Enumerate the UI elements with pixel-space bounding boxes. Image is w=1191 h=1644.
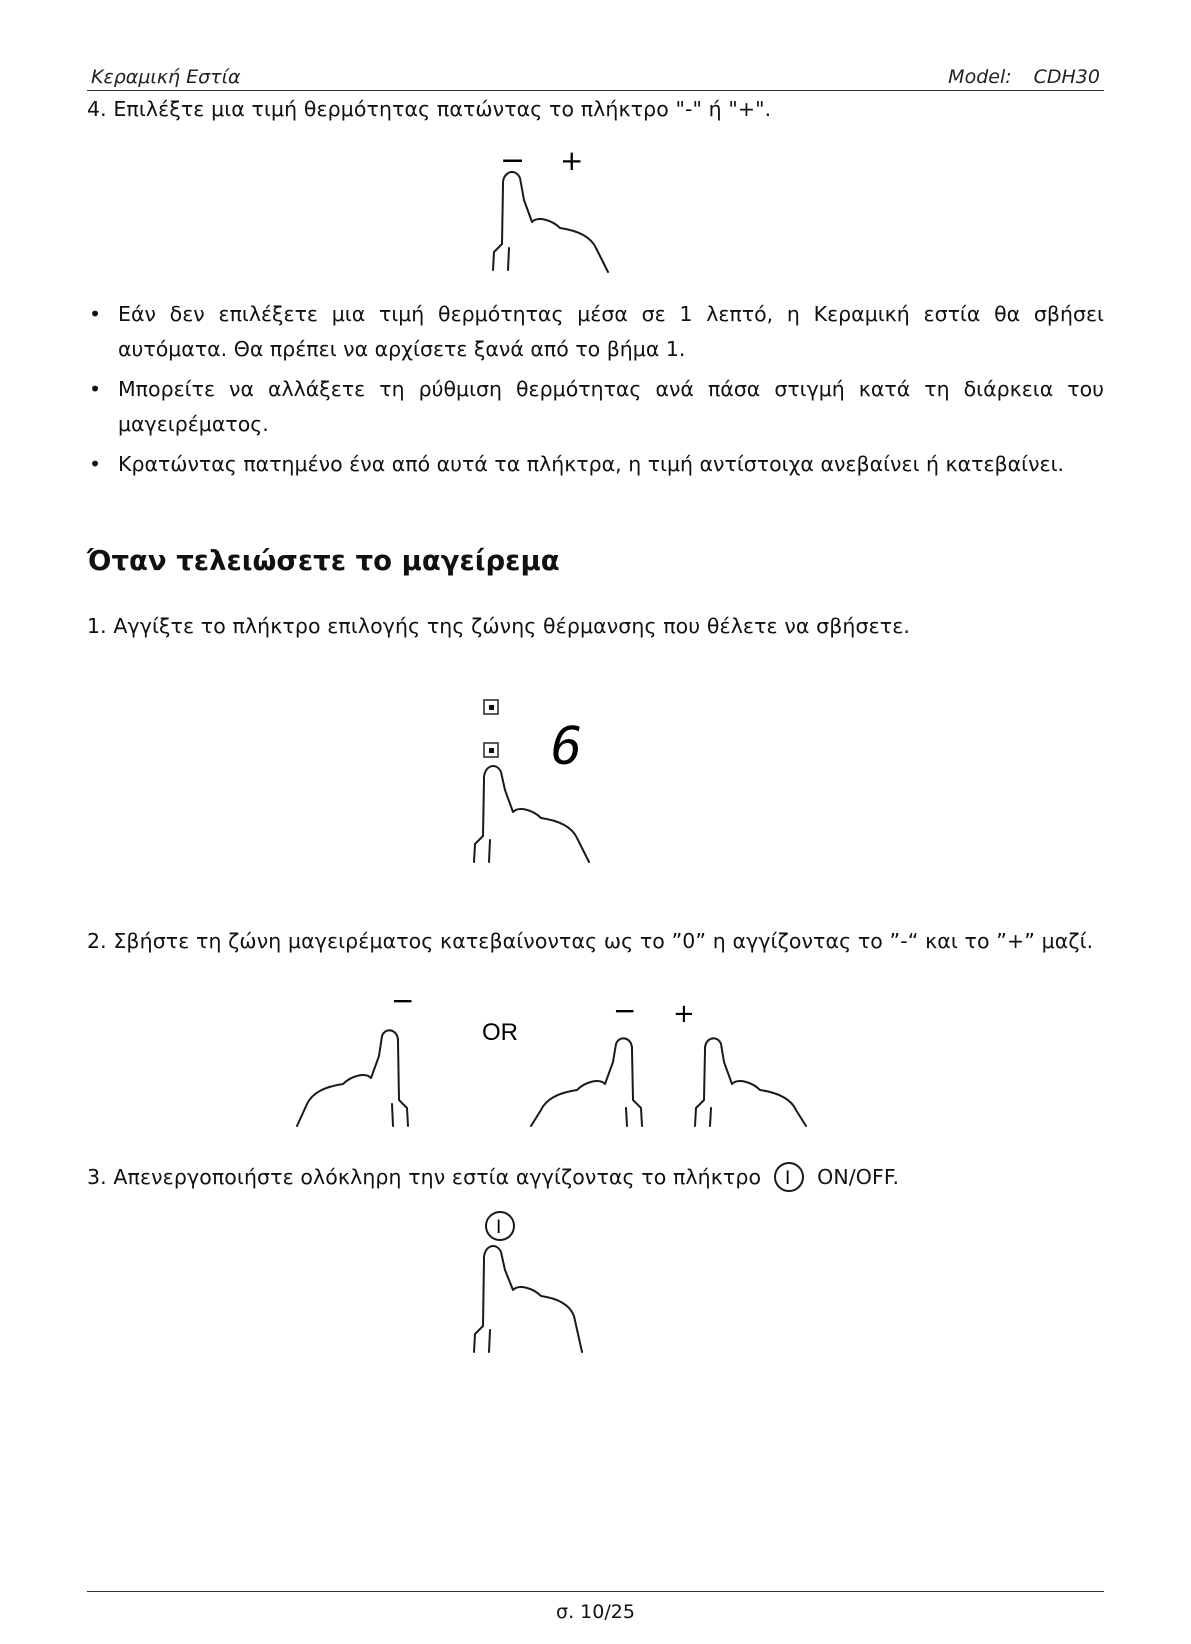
finger-fold-line (489, 840, 490, 862)
finger-fold-line (626, 1108, 627, 1126)
finger-fold-line (710, 1108, 711, 1126)
pointing-hand-icon (493, 172, 608, 272)
heat-level-display: 6 (551, 717, 583, 777)
bullet-dot: • (89, 377, 102, 401)
pointing-hand-icon (474, 766, 589, 862)
bullet-dot: • (89, 302, 102, 326)
document-title: Κεραμική Εστία (91, 66, 241, 88)
minus-key-label: − (391, 984, 415, 1017)
minus-key-label: − (613, 994, 637, 1027)
finger-fold-line (392, 1104, 393, 1126)
step-3-text: 3. Απενεργοποιήστε ολόκληρη την εστία αγγίζοντας το πλήκτρο (87, 1165, 762, 1189)
on-off-label: ON/OFF. (817, 1165, 900, 1189)
or-label: OR (482, 1019, 518, 1046)
power-icon (773, 1161, 805, 1193)
header-rule (87, 90, 1104, 91)
bullet-item (87, 297, 1104, 367)
bullet-dot: • (89, 452, 102, 476)
step-2-text: 2. Σβήστε τη ζώνη μαγειρέματος κατεβαίνοντας ως το ”0” η αγγίζοντας το ”-“ και το ”+” μαζί. (87, 929, 1094, 953)
bullet-item (87, 447, 1104, 482)
finger-press-minus-plus-figure (480, 140, 640, 290)
turn-off-zone-figure (295, 984, 825, 1140)
power-key-glyph: I (496, 1217, 502, 1238)
step-4-text: 4. Επιλέξτε μια τιμή θερμότητας πατώντας το πλήκτρο "-" ή "+". (87, 97, 772, 121)
page-number: σ. 10/25 (556, 1601, 635, 1623)
power-press-figure (470, 1210, 610, 1360)
model-value: CDH30 (1033, 66, 1100, 88)
section-heading: Όταν τελειώσετε το μαγείρεμα (87, 545, 560, 577)
plus-key-label: + (673, 999, 695, 1029)
bullet-text: Κρατώντας πατημένο ένα από αυτά τα πλήκτρα, η τιμή αντίστοιχα ανεβαίνει ή κατεβαίνει. (118, 452, 1065, 476)
zone-key-dot (489, 748, 494, 753)
finger-fold-line (489, 1330, 490, 1352)
bullet-text: Μπορείτε να αλλάξετε τη ρύθμιση θερμότητας ανά πάσα στιγμή κατά τη διάρκεια του μαγειρέματος. (118, 377, 1104, 436)
bullet-text: Εάν δεν επιλέξετε μια τιμή θερμότητας μέσα σε 1 λεπτό, η Κεραμική εστία θα σβήσει αυτόματα. Θα πρέπει να αρχίσετε ξανά από το βήμα 1. (118, 302, 1104, 361)
power-icon-glyph: I (785, 1168, 791, 1189)
plus-key-label: + (560, 144, 584, 177)
minus-key-label: − (500, 143, 526, 178)
bullet-item (87, 372, 1104, 442)
zone-key-dot (489, 705, 494, 710)
finger-fold-line (508, 248, 509, 270)
step-1-text: 1. Αγγίξτε το πλήκτρο επιλογής της ζώνης θέρμανσης που θέλετε να σβήσετε. (87, 614, 911, 638)
model-info (926, 66, 1100, 88)
footer-rule (87, 1591, 1104, 1592)
zone-select-figure (475, 690, 635, 870)
model-label: Model: (948, 66, 1012, 88)
step-3-line (87, 1160, 899, 1194)
